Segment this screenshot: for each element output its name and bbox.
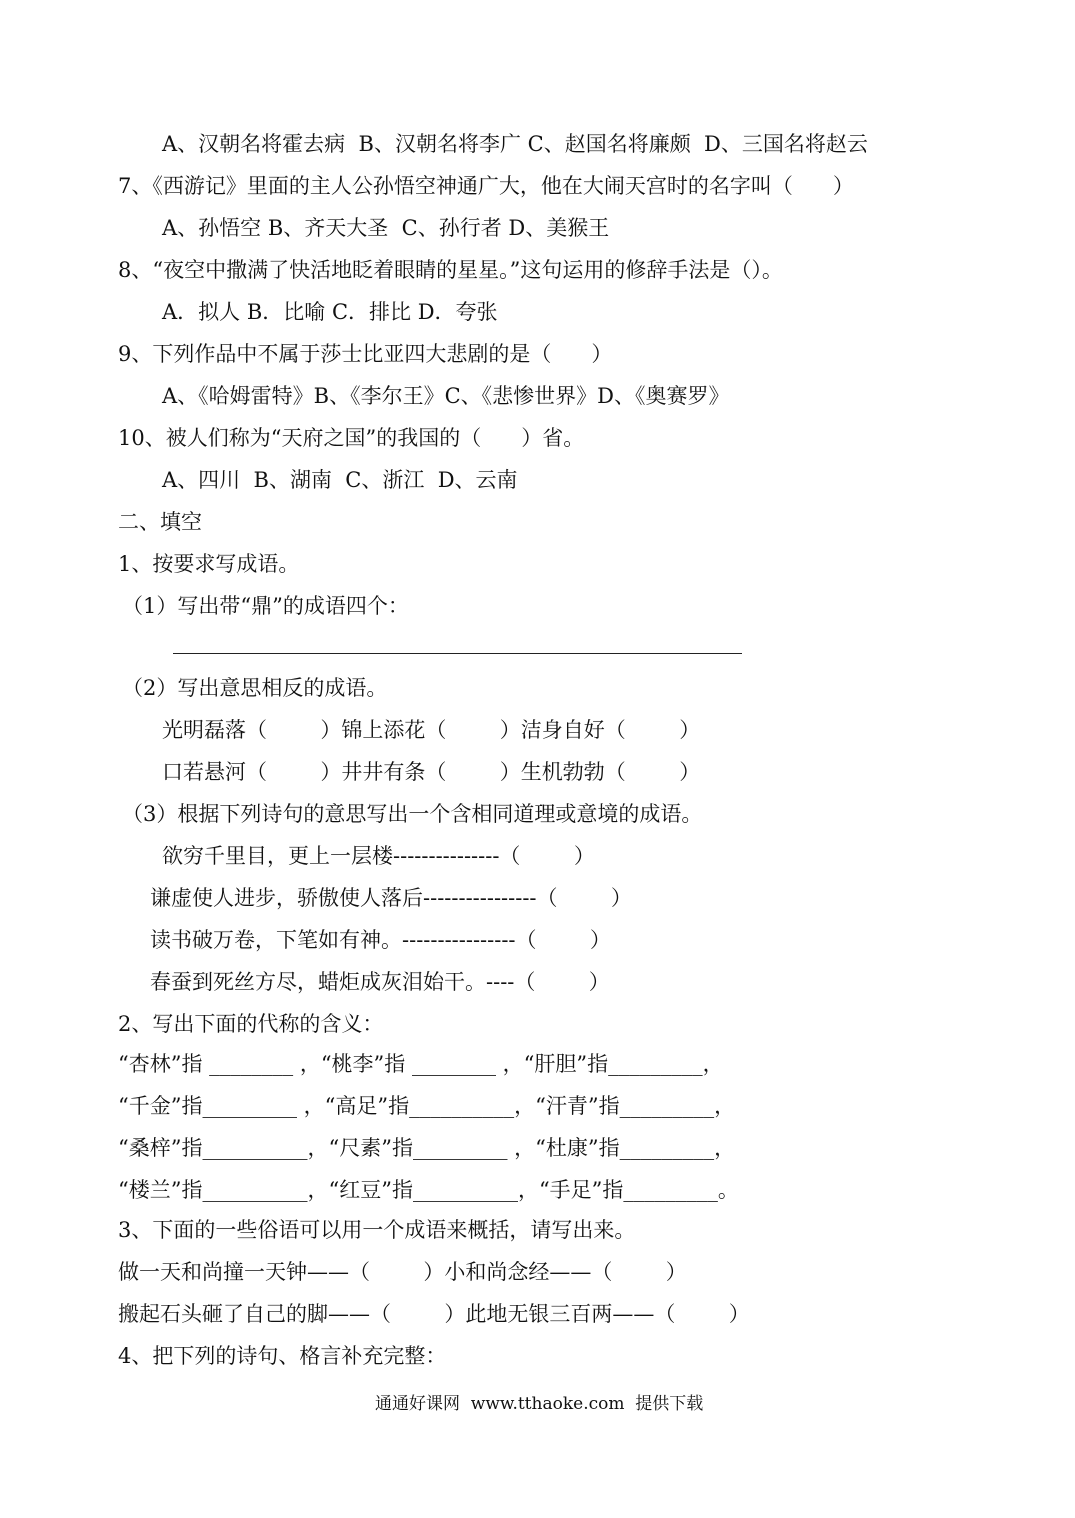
poem-line-3: 读书破万卷，下笔如有神。----------------（ ） [150,928,611,952]
q6-options: A、汉朝名将霍去病 B、汉朝名将李广 C、赵国名将廉颇 D、三国名将赵云 [162,132,868,156]
fill-q4: 4、把下列的诗句、格言补充完整： [118,1344,447,1368]
q8-question: 8、“夜空中撒满了快活地眨着眼睛的星星。”这句运用的修辞手法是（）。 [118,258,783,282]
q7-options: A、孙悟空 B、齐天大圣 C、孙行者 D、美猴王 [162,216,610,240]
q8-options: A．拟人 B．比喻 C．排比 D．夸张 [162,300,498,324]
poem-line-4: 春蚕到死丝方尽，蜡炬成灰泪始干。----（ ） [150,970,610,994]
page-footer: 通通好课网 www.tthaoke.com 提供下载 [375,1394,704,1414]
idiom-row-1: 光明磊落（ ）锦上添花（ ）洁身自好（ ） [162,718,701,742]
answer-line [173,653,742,654]
poem-line-1: 欲穷千里目，更上一层楼---------------（ ） [162,844,595,868]
fill-q2: 2、写出下面的代称的含义： [118,1012,384,1036]
fill-q1-part1: （1）写出带“鼎”的成语四个： [122,594,409,618]
q10-question: 10、被人们称为“天府之国”的我国的（ ）省。 [118,426,585,450]
proverb-row-2: 搬起石头砸了自己的脚——（ ）此地无银三百两——（ ） [118,1302,750,1326]
proverb-row-1: 做一天和尚撞一天钟——（ ）小和尚念经——（ ） [118,1260,687,1284]
section-heading: 二、填空 [118,510,202,534]
alias-row-4: “楼兰”指__________，“红豆”指__________，“手足”指_________。 [118,1178,739,1202]
q10-options: A、四川 B、湖南 C、浙江 D、云南 [162,468,518,492]
poem-line-2: 谦虚使人进步，骄傲使人落后----------------（ ） [150,886,632,910]
q9-options: A、《哈姆雷特》B、《李尔王》C、《悲惨世界》D、《奥赛罗》 [162,384,730,408]
alias-row-3: “桑梓”指__________，“尺素”指_________ ，“杜康”指_________， [118,1136,736,1160]
fill-q1: 1、按要求写成语。 [118,552,300,576]
q9-question: 9、下列作品中不属于莎士比亚四大悲剧的是（ ） [118,342,613,366]
alias-row-2: “千金”指_________ ，“高足”指__________，“汗青”指_________， [118,1094,736,1118]
idiom-row-2: 口若悬河（ ）井井有条（ ）生机勃勃（ ） [162,760,701,784]
fill-q1-part2: （2）写出意思相反的成语。 [122,676,388,700]
q7-question: 7、《西游记》里面的主人公孙悟空神通广大，他在大闹天宫时的名字叫（ ） [118,174,854,198]
fill-q3: 3、下面的一些俗语可以用一个成语来概括，请写出来。 [118,1218,636,1242]
alias-row-1: “杏林”指 ________ ，“桃李”指 ________ ，“肝胆”指_________， [118,1052,724,1076]
fill-q1-part3: （3）根据下列诗句的意思写出一个含相同道理或意境的成语。 [122,802,703,826]
